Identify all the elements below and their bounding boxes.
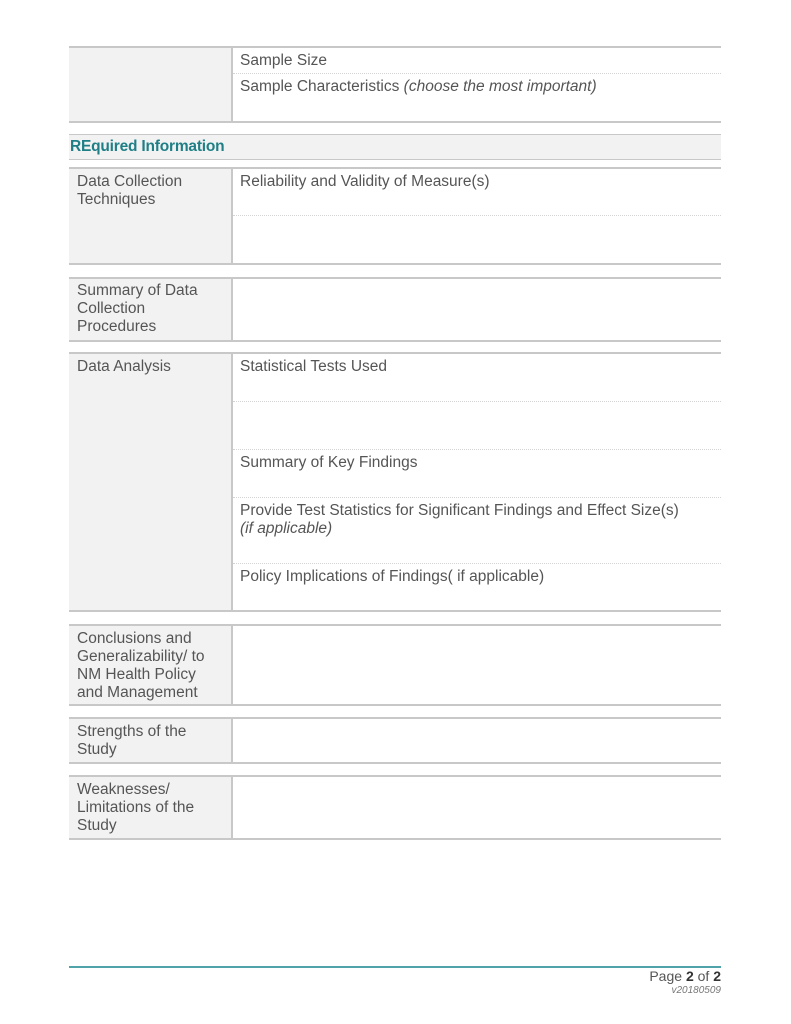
row-divider bbox=[233, 563, 721, 564]
row-border bbox=[69, 277, 721, 279]
data-analysis-label: Data Analysis bbox=[77, 358, 171, 375]
row-border bbox=[69, 775, 721, 777]
section-title: REquired Information bbox=[70, 138, 225, 155]
row-divider bbox=[233, 73, 721, 74]
row-border bbox=[69, 121, 721, 123]
summary-findings-field: Summary of Key Findings bbox=[240, 454, 418, 471]
row-border bbox=[69, 46, 721, 48]
summary-procedures-label: Summary of Data Collection Procedures bbox=[77, 282, 198, 335]
weaknesses-label: Weaknesses/ Limitations of the Study bbox=[77, 781, 195, 834]
page-of: of bbox=[697, 968, 710, 984]
policy-implications-field: Policy Implications of Findings( if applicable) bbox=[240, 568, 545, 585]
version-label: v20180509 bbox=[671, 985, 721, 996]
strengths-label: Strengths of the Study bbox=[77, 723, 187, 758]
row-divider bbox=[233, 401, 721, 402]
page-number bbox=[649, 968, 721, 984]
row-border bbox=[69, 610, 721, 612]
row-border bbox=[69, 263, 721, 265]
row-border bbox=[69, 352, 721, 354]
test-statistics-note: (if applicable) bbox=[240, 520, 333, 537]
row-border bbox=[69, 167, 721, 169]
statistical-tests-field: Statistical Tests Used bbox=[240, 358, 388, 375]
footer-rule bbox=[69, 966, 721, 968]
sample-size-label: Sample Size bbox=[240, 52, 328, 69]
test-statistics-field: Provide Test Statistics for Significant Findings and Effect Size(s) bbox=[240, 502, 679, 519]
label-cell-data-analysis bbox=[69, 353, 233, 611]
row-border bbox=[69, 704, 721, 706]
row-border bbox=[69, 624, 721, 626]
sample-characteristics-label bbox=[240, 78, 597, 96]
conclusions-label: Conclusions and Generalizability/ to NM Health Policy and Management bbox=[77, 630, 205, 701]
reliability-validity-field: Reliability and Validity of Measure(s) bbox=[240, 173, 490, 190]
row-border bbox=[69, 762, 721, 764]
sample-characteristics-note: (choose the most important) bbox=[403, 78, 597, 95]
data-collection-label: Data Collection Techniques bbox=[77, 173, 183, 208]
page-prefix: Page bbox=[649, 968, 683, 984]
row-border bbox=[69, 340, 721, 342]
sample-characteristics-text: Sample Characteristics bbox=[240, 78, 400, 95]
row-border bbox=[69, 838, 721, 840]
row-divider bbox=[233, 215, 721, 216]
row-divider bbox=[233, 449, 721, 450]
label-cell-sample bbox=[69, 47, 233, 122]
page-current: 2 bbox=[685, 968, 694, 984]
page-total: 2 bbox=[713, 968, 721, 984]
row-divider bbox=[233, 497, 721, 498]
row-border bbox=[69, 717, 721, 719]
